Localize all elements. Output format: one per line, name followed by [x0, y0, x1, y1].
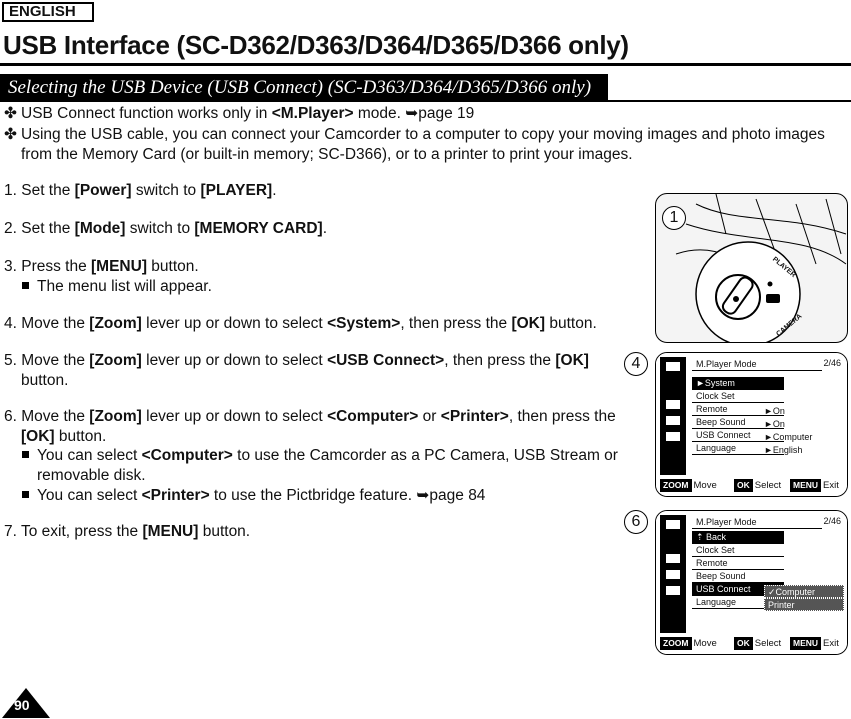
- step-4: 4. Move the [Zoom] lever up or down to select <System>, then press the [OK] button.: [4, 315, 597, 332]
- note-text: USB Connect function works only in: [21, 105, 272, 122]
- note-usb-cable: [4, 125, 825, 145]
- bullet-square: [22, 451, 29, 458]
- menu-item-back[interactable]: ⇡ Back: [692, 531, 784, 544]
- step-6-sub-computer: You can select <Computer> to use the Camcorder as a PC Camera, USB Stream or: [20, 446, 618, 466]
- step-1: 1. Set the [Power] switch to [PLAYER].: [4, 182, 277, 199]
- menu-item-beep-sound[interactable]: Beep Sound: [692, 416, 784, 429]
- menu-item-language[interactable]: Language: [692, 596, 784, 609]
- language-tab: ENGLISH: [2, 2, 94, 22]
- menu-item-clock-set[interactable]: Clock Set: [692, 390, 784, 403]
- dial-label-player: PLAYER: [770, 255, 797, 280]
- page-title: USB Interface (SC-D362/D363/D364/D365/D366 only): [3, 30, 629, 60]
- step-5-cont: button.: [21, 372, 69, 389]
- submenu-item-computer[interactable]: ✓Computer: [764, 585, 844, 598]
- menu-item-remote[interactable]: Remote: [692, 403, 784, 416]
- step-6-sub-printer: You can select <Printer> to use the Pictbridge feature. ➥page 84: [20, 486, 485, 506]
- menu-item-language[interactable]: Language: [692, 442, 784, 455]
- dial-label-camera: CAMERA: [775, 312, 804, 339]
- menu-icon-column: [660, 357, 686, 475]
- menu-item-system[interactable]: ►System: [692, 377, 784, 390]
- menu-screen-6: [655, 510, 848, 655]
- usb-submenu: [764, 585, 844, 611]
- step-5: 5. Move the [Zoom] lever up or down to select <USB Connect>, then press the [OK]: [4, 352, 589, 369]
- menu-item-beep-sound[interactable]: Beep Sound: [692, 570, 784, 583]
- figure-number-6: 6: [624, 510, 648, 534]
- note-marker: ✤: [4, 105, 17, 122]
- note-bold: <M.Player>: [271, 105, 354, 122]
- step-3: 3. Press the [MENU] button.: [4, 258, 199, 275]
- step-7: 7. To exit, press the [MENU] button.: [4, 523, 251, 540]
- menu-screen-4: [655, 352, 848, 497]
- menu-item-remote[interactable]: Remote: [692, 557, 784, 570]
- step-6: 6. Move the [Zoom] lever up or down to select <Computer> or <Printer>, then press the: [4, 408, 616, 425]
- submenu-item-printer[interactable]: Printer: [764, 598, 844, 611]
- figure-number-4: 4: [624, 352, 648, 376]
- ok-key: OK: [734, 637, 753, 650]
- zoom-key: ZOOM: [660, 637, 692, 650]
- ok-key: OK: [734, 479, 753, 492]
- menu-key: MENU: [790, 637, 821, 650]
- image-count: 2/46: [823, 516, 841, 526]
- note-text: Using the USB cable, you can connect your Camcorder to a computer to copy your moving images and photo images: [21, 126, 825, 143]
- section-rule: [0, 100, 851, 102]
- note-usb-mode: [4, 104, 474, 124]
- note-text: mode. ➥page 19: [353, 105, 475, 122]
- step-2: 2. Set the [Mode] switch to [MEMORY CARD].: [4, 220, 328, 237]
- menu-item-clock-set[interactable]: Clock Set: [692, 544, 784, 557]
- image-count: 2/46: [823, 358, 841, 368]
- mode-label: M.Player Mode: [692, 357, 822, 371]
- option-remote: ►On: [764, 406, 785, 416]
- note-marker: ✤: [4, 126, 17, 143]
- section-title: Selecting the USB Device (USB Connect) (SC-D363/D364/D365/D366 only): [0, 74, 608, 101]
- zoom-key: ZOOM: [660, 479, 692, 492]
- bullet-square: [22, 491, 29, 498]
- option-language: ►English: [764, 445, 803, 455]
- menu-item-usb-connect[interactable]: USB Connect: [692, 429, 784, 442]
- mode-label: M.Player Mode: [692, 515, 822, 529]
- figure-1-dial-illustration: [655, 193, 848, 343]
- menu-key: MENU: [790, 479, 821, 492]
- note-usb-cable-cont: from the Memory Card (or built-in memory; SC-D366), or to a printer to print your images.: [21, 146, 633, 163]
- step-6-cont: [OK] button.: [21, 428, 107, 445]
- option-beep: ►On: [764, 419, 785, 429]
- figure-number-1: 1: [662, 206, 686, 230]
- menu-footer: ZOOM Move OK Select MENU Exit: [660, 478, 845, 494]
- menu-footer: ZOOM Move OK Select MENU Exit: [660, 636, 845, 652]
- menu-item-usb-connect[interactable]: USB Connect: [692, 583, 784, 596]
- step-6-sub-computer-cont: removable disk.: [37, 467, 146, 484]
- title-rule: [0, 63, 851, 66]
- option-usb: ►Computer: [764, 432, 813, 442]
- bullet-square: [22, 282, 29, 289]
- menu-icon-column: [660, 515, 686, 633]
- step-3-sub: The menu list will appear.: [20, 277, 212, 297]
- page-number: 90: [14, 697, 30, 713]
- page-number-badge: [2, 688, 50, 718]
